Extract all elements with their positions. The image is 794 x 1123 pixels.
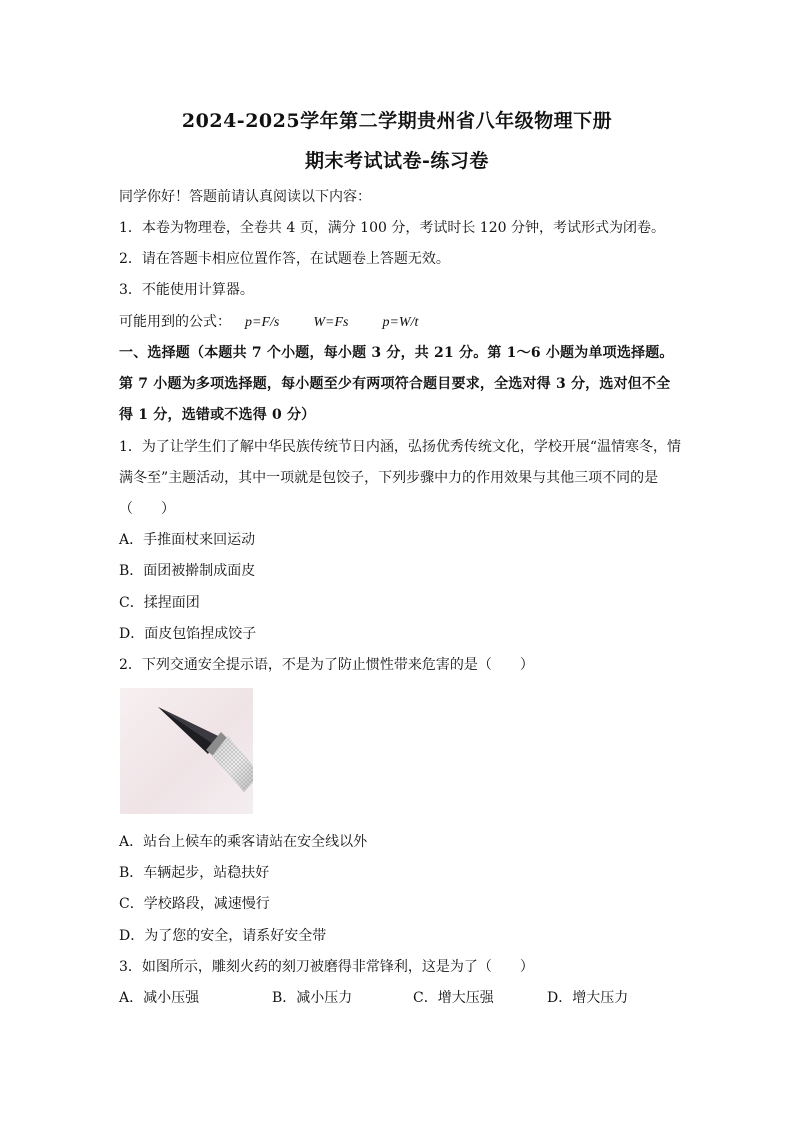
question-stem: 2．下列交通安全提示语，不是为了防止惯性带来危害的是（ ）	[119, 657, 534, 673]
formula: p=F/s	[245, 315, 280, 330]
formula-line	[119, 311, 418, 331]
instruction-item: 1．本卷为物理卷，全卷共 4 页，满分 100 分，考试时长 120 分钟，考试形式为闭卷。	[119, 220, 665, 236]
carving-knife-image	[120, 688, 253, 814]
answer-option: C．揉捏面团	[119, 595, 200, 611]
formula: p=W/t	[382, 315, 419, 330]
answer-option: D．增大压力	[547, 990, 629, 1006]
formula-label: 可能用到的公式：	[119, 314, 231, 330]
answer-option: B．减小压力	[272, 990, 353, 1006]
answer-option: D．为了您的安全，请系好安全带	[119, 928, 327, 944]
section-heading: 得 1 分，选错或不选得 0 分）	[119, 407, 316, 423]
question-stem: 1．为了让学生们了解中华民族传统节日内涵，弘扬优秀传统文化，学校开展“温情寒冬，情	[119, 439, 682, 455]
section-heading: 第 7 小题为多项选择题，每小题至少有两项符合题目要求，全选对得 3 分，选对但不全	[119, 376, 671, 392]
instructions-intro: 同学你好！答题前请认真阅读以下内容：	[119, 189, 371, 205]
question-stem: 满冬至”主题活动，其中一项就是包饺子，下列步骤中力的作用效果与其他三项不同的是	[119, 470, 659, 486]
question-stem: （ ）	[119, 501, 175, 517]
question-stem: 3．如图所示，雕刻火药的刻刀被磨得非常锋利，这是为了（ ）	[119, 959, 534, 975]
answer-option: D．面皮包馅捏成饺子	[119, 626, 257, 642]
answer-option: B．车辆起步，站稳扶好	[119, 865, 270, 881]
formula: W=Fs	[313, 315, 349, 330]
answer-option: A．减小压强	[119, 990, 200, 1006]
instruction-item: 3．不能使用计算器。	[119, 282, 254, 298]
answer-option: A．手推面杖来回运动	[119, 532, 256, 548]
exam-title-line1: 2024-2025学年第二学期贵州省八年级物理下册	[181, 110, 613, 132]
answer-option: C．增大压强	[413, 990, 494, 1006]
answer-option: C．学校路段，减速慢行	[119, 896, 270, 912]
instruction-item: 2．请在答题卡相应位置作答，在试题卷上答题无效。	[119, 251, 450, 267]
answer-option: A．站台上候车的乘客请站在安全线以外	[119, 834, 368, 850]
section-heading: 一、选择题（本题共 7 个小题，每小题 3 分，共 21 分。第 1～6 小题为单项选择题。	[119, 345, 674, 361]
exam-title-line2: 期末考试试卷-练习卷	[305, 150, 489, 172]
answer-option: B．面团被擀制成面皮	[119, 563, 256, 579]
